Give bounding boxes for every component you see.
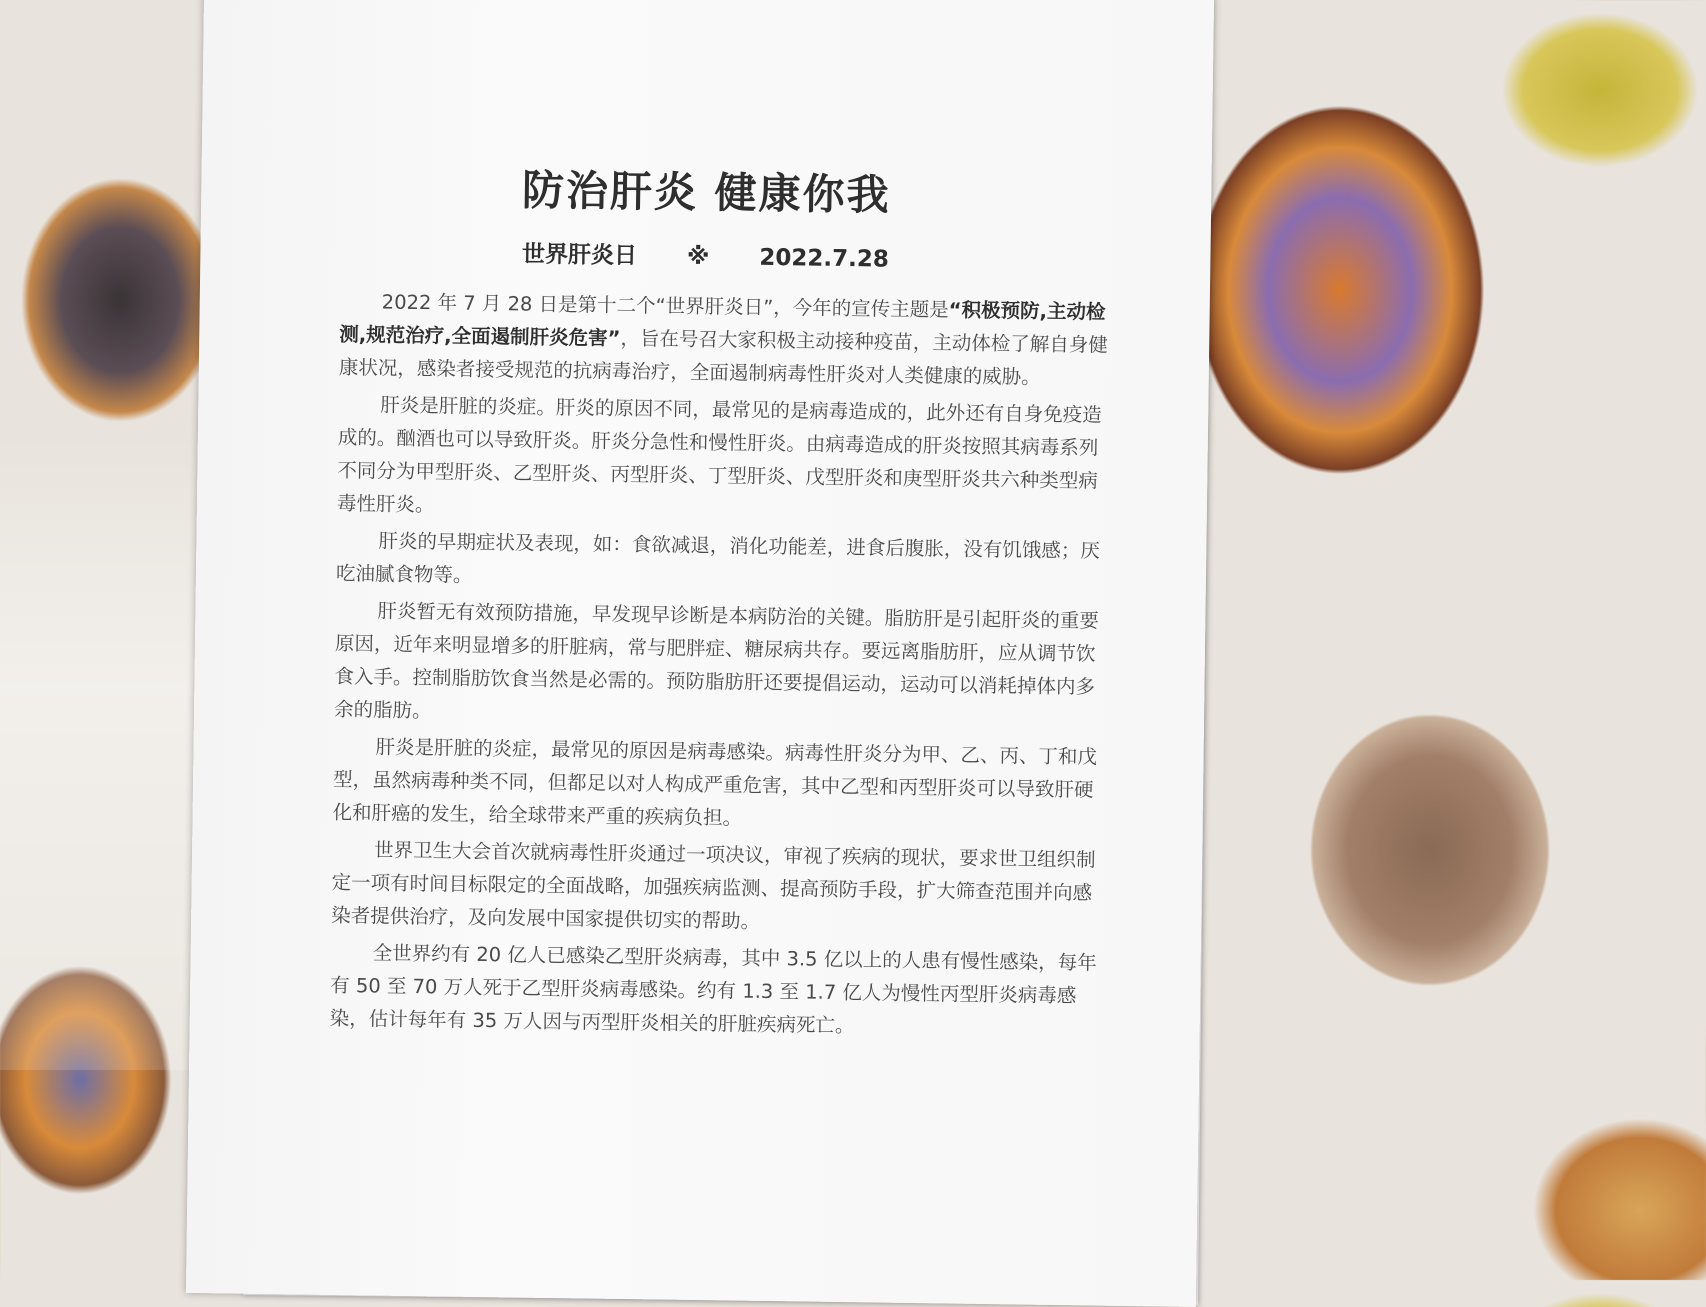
p1-intro: 2022 年 7 月 28 日是第十二个“世界肝炎日”，今年的宣传主题是 bbox=[381, 290, 949, 322]
printed-page bbox=[186, 0, 1214, 1307]
subtitle-event: 世界肝炎日 bbox=[521, 241, 638, 270]
page-subtitle bbox=[200, 231, 1210, 278]
paragraph-5: 肝炎是肝脏的炎症，最常见的原因是病毒感染。病毒性肝炎分为甲、乙、丙、丁和戊型，虽然病毒种类不同，但都足以对人构成严重危害，其中乙型和丙型肝炎可以导致肝硬化和肝癌的发生，给全球带来严重的疾病负担。 bbox=[332, 735, 1098, 830]
subtitle-date: 2022.7.28 bbox=[759, 244, 890, 273]
article-body bbox=[329, 285, 1109, 1050]
paragraph-3: 肝炎的早期症状及表现，如：食欲减退，消化功能差，进食后腹胀，没有饥饿感；厌吃油腻食物等。 bbox=[335, 529, 1101, 587]
paragraph-4: 肝炎暂无有效预防措施，早发现早诊断是本病防治的关键。脂肪肝是引起肝炎的重要原因，近年来明显增多的肝脏病，常与肥胖症、糖尿病共存。要远离脂肪肝，应从调节饮食入手。控制脂肪饮食当然是必需的。预防脂肪肝还要提倡运动，运动可以消耗掉体内多余的脂肪。 bbox=[333, 599, 1100, 723]
p1-rest: ，旨在号召大家积极主动接种疫苗，主动体检了解自身健康状况，感染者接受规范的抗病毒治疗，全面遏制病毒性肝炎对人类健康的威胁。 bbox=[338, 326, 1109, 389]
paragraph-2: 肝炎是肝脏的炎症。肝炎的原因不同，最常见的是病毒造成的，此外还有自身免疫造成的。酗酒也可以导致肝炎。肝炎分急性和慢性肝炎。由病毒造成的肝炎按照其病毒系列不同分为甲型肝炎、乙型肝炎、丙型肝炎、丁型肝炎、戊型肝炎和庚型肝炎共六种类型病毒性肝炎。 bbox=[336, 393, 1102, 517]
paragraph-7: 全世界约有 20 亿人已感染乙型肝炎病毒，其中 3.5 亿以上的人患有慢性感染，每年有 50 至 70 万人死于乙型肝炎病毒感染。约有 1.3 至 1.7 亿人为慢性丙型肝炎病毒感染，估计每年有 35 万人因与丙型肝炎相关的肝脏疾病死亡。 bbox=[329, 941, 1097, 1038]
subtitle-mark: ※ bbox=[686, 243, 710, 271]
page-title: 防治肝炎 健康你我 bbox=[521, 165, 891, 220]
paragraph-1 bbox=[339, 285, 1110, 395]
paragraph-6: 世界卫生大会首次就病毒性肝炎通过一项决议，审视了疾病的现状，要求世卫组织制定一项有时间目标限定的全面战略，加强疾病监测、提高预防手段，扩大筛查范围并向感染者提供治疗，及向发展中国家提供切实的帮助。 bbox=[331, 838, 1096, 933]
p1-theme: “积极预防,主动检测,规范治疗,全面遏制肝炎危害” bbox=[339, 298, 1106, 350]
